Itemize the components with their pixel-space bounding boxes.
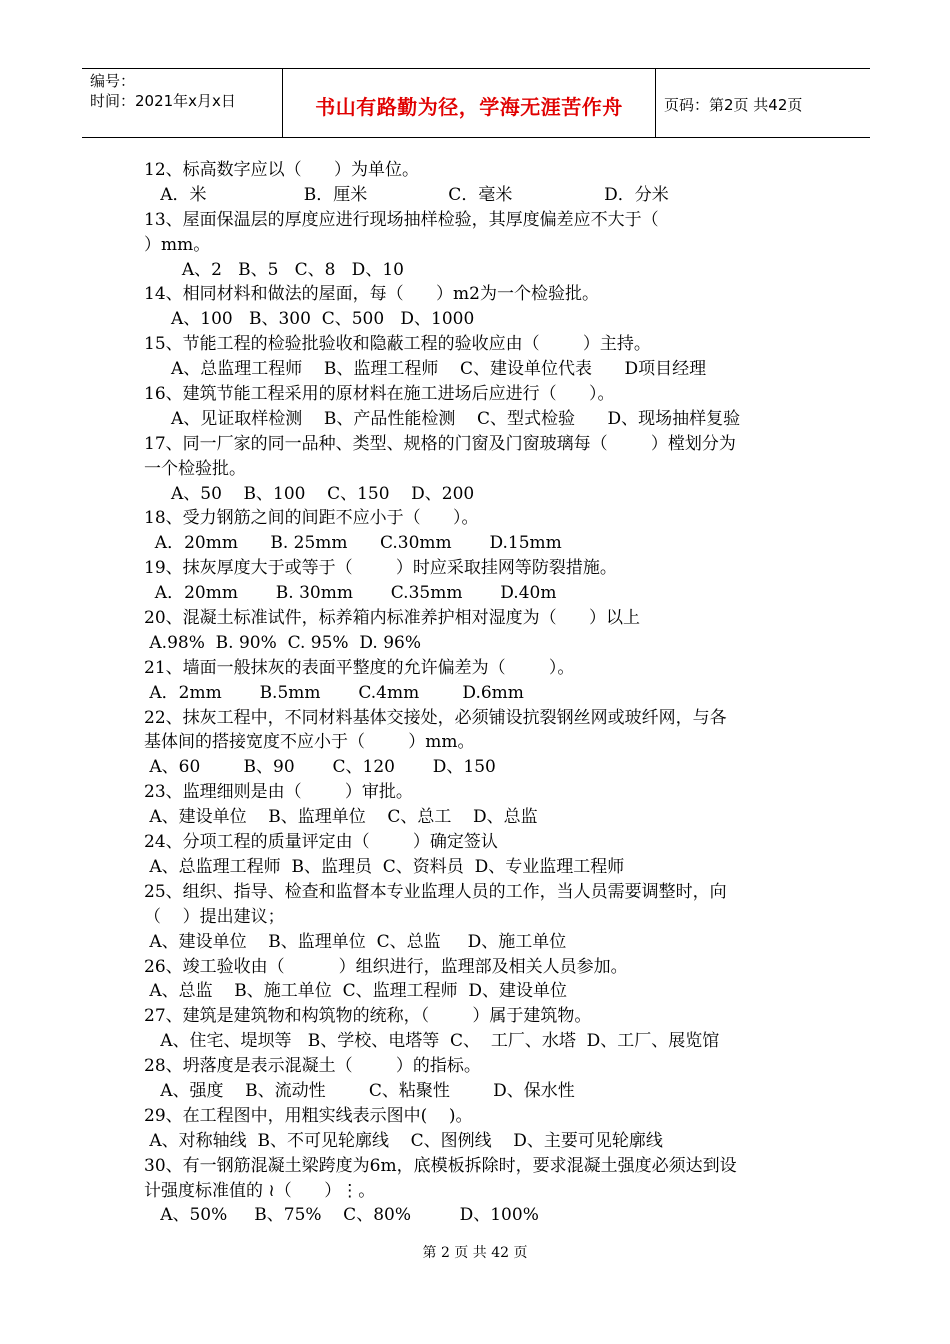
document-code-label: 编号： — [90, 72, 136, 90]
options-line: A．20mm B. 30mm C.35mm D.40m — [144, 583, 557, 604]
options-line: A、100 B、300 C、500 D、1000 — [144, 309, 475, 330]
question-line: 计强度标准值的 ≀（ ）⋮。 — [144, 1180, 376, 1201]
question-line: 28、坍落度是表示混凝土（ ）的指标。 — [144, 1056, 481, 1077]
question-line: 基体间的搭接宽度不应小于（ ）mm。 — [144, 732, 475, 753]
question-line: 25、组织、指导、检查和监督本专业监理人员的工作，当人员需要调整时，向 — [144, 881, 727, 902]
header-motto: 书山有路勤为径，学海无涯苦作舟 — [315, 95, 623, 119]
question-line: 24、分项工程的质量评定由（ ）确定签认 — [144, 832, 498, 853]
question-line: 12、标高数字应以（ ）为单位。 — [144, 160, 420, 180]
question-line: 13、屋面保温层的厚度应进行现场抽样检验，其厚度偏差应不大于（ — [144, 209, 659, 230]
question-line: 22、抹灰工程中，不同材料基体交接处，必须铺设抗裂钢丝网或玻纤网，与各 — [144, 707, 727, 728]
options-line: A、50% B、75% C、80% D、100% — [144, 1205, 539, 1226]
options-line: A、50 B、100 C、150 D、200 — [144, 483, 475, 504]
options-line: A、强度 B、流动性 C、粘聚性 D、保水性 — [144, 1080, 575, 1101]
options-line: A．20mm B. 25mm C.30mm D.15mm — [144, 533, 562, 554]
question-line: 17、同一厂家的同一品种、类型、规格的门窗及门窗玻璃每（ ）樘划分为 — [144, 433, 736, 454]
question-line: 30、有一钢筋混凝土梁跨度为6m，底模板拆除时，要求混凝土强度必须达到设 — [144, 1155, 737, 1176]
question-list — [144, 158, 814, 1228]
question-line: 一个检验批。 — [144, 458, 246, 479]
question-line: 14、相同材料和做法的屋面，每（ ）m2为一个检验批。 — [144, 284, 599, 305]
options-line: A、总监理工程师 B、监理员 C、资料员 D、专业监理工程师 — [144, 856, 625, 877]
document-time-label: 时间：2021年x月x日 — [90, 92, 236, 110]
options-line: A、2 B、5 C、8 D、10 — [144, 259, 404, 280]
options-line: A.98% B. 90% C. 95% D. 96% — [144, 632, 421, 653]
question-line: 27、建筑是建筑物和构筑物的统称，（ ）属于建筑物。 — [144, 1006, 592, 1027]
header-page-cell — [656, 69, 870, 137]
options-line: A、建设单位 B、监理单位 C、总监 D、施工单位 — [144, 931, 567, 952]
question-line: 19、抹灰厚度大于或等于（ ）时应采取挂网等防裂措施。 — [144, 558, 617, 579]
question-line: 29、在工程图中，用粗实线表示图中( )。 — [144, 1105, 473, 1126]
question-line: 26、竣工验收由（ ）组织进行，监理部及相关人员参加。 — [144, 956, 628, 977]
question-line: 16、建筑节能工程采用的原材料在施工进场后应进行（ ）。 — [144, 384, 615, 405]
question-line: 21、墙面一般抹灰的表面平整度的允许偏差为（ ）。 — [144, 657, 575, 678]
options-line: A、总监理工程师 B、监理工程师 C、建设单位代表 D项目经理 — [144, 359, 707, 380]
question-line: 23、监理细则是由（ ）审批。 — [144, 782, 413, 803]
options-line: A．米 B．厘米 C．毫米 D．分米 — [144, 184, 669, 205]
header-info-cell — [82, 69, 283, 137]
options-line: A．2mm B.5mm C.4mm D.6mm — [144, 682, 524, 703]
header-page-code: 页码：第2页 共42页 — [664, 96, 803, 114]
question-line: 20、混凝土标准试件，标养箱内标准养护相对湿度为（ ）以上 — [144, 608, 641, 629]
question-line: （ ）提出建议； — [144, 906, 285, 927]
options-line: A、总监 B、施工单位 C、监理工程师 D、建设单位 — [144, 981, 568, 1002]
question-line: 18、受力钢筋之间的间距不应小于（ ）。 — [144, 508, 479, 529]
options-line: A、见证取样检测 B、产品性能检测 C、型式检验 D、现场抽样复验 — [144, 408, 741, 429]
options-line: A、住宅、堤坝等 B、学校、电塔等 C、 工厂、水塔 D、工厂、展览馆 — [144, 1031, 720, 1052]
question-line: 15、节能工程的检验批验收和隐蔽工程的验收应由（ ）主持。 — [144, 334, 651, 355]
header-motto-cell — [283, 69, 656, 137]
options-line: A、建设单位 B、监理单位 C、总工 D、总监 — [144, 807, 538, 828]
options-line: A、60 B、90 C、120 D、150 — [144, 757, 496, 778]
question-line: ）mm。 — [144, 234, 211, 255]
page-header — [82, 68, 870, 138]
options-line: A、对称轴线 B、不可见轮廓线 C、图例线 D、主要可见轮廓线 — [144, 1130, 663, 1151]
page-footer: 第 2 页 共 42 页 — [422, 1245, 528, 1261]
